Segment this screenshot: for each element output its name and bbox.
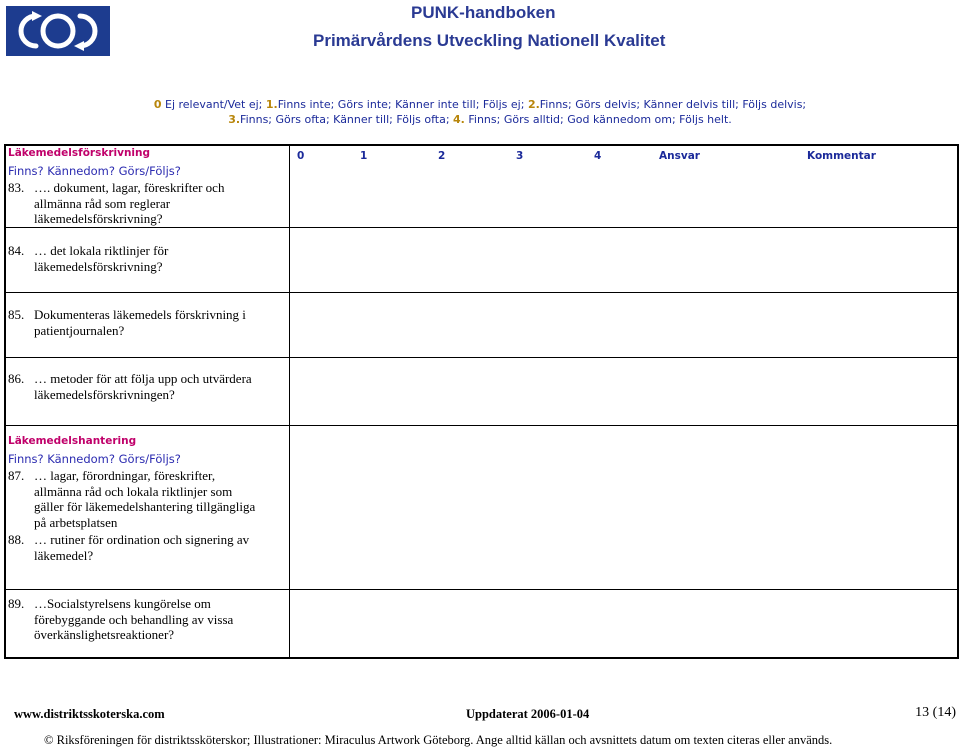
question-text: allmänna råd som reglerar xyxy=(34,195,171,211)
question-text: …. dokument, lagar, föreskrifter och xyxy=(34,180,225,195)
row-divider xyxy=(6,589,957,590)
column-header-3: 3 xyxy=(516,150,524,162)
row-divider xyxy=(6,292,957,293)
question-text: på arbetsplatsen xyxy=(34,514,118,530)
legend-text-1: Finns inte; Görs inte; Känner inte till; Följs ej; xyxy=(277,98,528,111)
rating-legend xyxy=(0,97,960,127)
question-text: förebyggande och behandling av vissa xyxy=(34,611,234,627)
question-text: allmänna råd och lokala riktlinjer som xyxy=(34,483,233,499)
section-heading-hantering: Läkemedelshantering xyxy=(8,435,137,447)
question-number: 87. xyxy=(8,468,25,483)
question-item xyxy=(8,307,246,338)
page-title: PUNK-handboken xyxy=(411,3,556,22)
column-header-0: 0 xyxy=(297,150,305,162)
footer-website-link[interactable]: www.distriktsskoterska.com xyxy=(14,707,165,721)
question-text: … det lokala riktlinjer för xyxy=(34,243,169,258)
question-item xyxy=(8,371,252,402)
legend-key-3: 3. xyxy=(228,113,241,126)
legend-text-0: Ej relevant/Vet ej; xyxy=(161,98,266,111)
punk-logo-icon xyxy=(6,6,110,56)
column-header-ansvar: Ansvar xyxy=(659,150,700,162)
question-text: … rutiner för ordination och signering av xyxy=(34,532,250,547)
question-number: 86. xyxy=(8,371,25,386)
legend-line-2 xyxy=(0,112,960,127)
legend-text-3: Finns; Görs ofta; Känner till; Följs ofta; xyxy=(240,113,454,126)
question-number: 88. xyxy=(8,532,25,547)
column-header-1: 1 xyxy=(360,150,368,162)
page-subtitle: Primärvårdens Utveckling Nationell Kvalitet xyxy=(313,31,666,50)
question-text: läkemedelsförskrivning? xyxy=(34,258,163,274)
question-text: gäller för läkemedelshantering tillgängliga xyxy=(34,499,256,514)
column-header-2: 2 xyxy=(438,150,446,162)
footer-updated: Uppdaterat 2006-01-04 xyxy=(466,707,590,721)
question-number: 89. xyxy=(8,596,25,611)
question-item xyxy=(8,468,255,530)
legend-key-2: 2. xyxy=(527,98,540,111)
question-text: läkemedelsförskrivning? xyxy=(34,211,163,226)
question-item xyxy=(8,180,224,227)
row-divider xyxy=(6,227,957,228)
question-number: 83. xyxy=(8,180,25,195)
question-text: patientjournalen? xyxy=(34,322,125,338)
question-number: 84. xyxy=(8,243,25,258)
legend-text-2: Finns; Görs delvis; Känner delvis till; Följs delvis; xyxy=(539,98,807,111)
question-text: … lagar, förordningar, föreskrifter, xyxy=(34,468,216,483)
section-prompt: Finns? Kännedom? Görs/Följs? xyxy=(8,164,181,178)
page-number: 13 (14) xyxy=(915,705,956,720)
row-divider xyxy=(6,425,957,426)
legend-key-1: 1. xyxy=(265,98,278,111)
question-item xyxy=(8,243,168,274)
legend-line-1 xyxy=(0,97,960,112)
question-text: …Socialstyrelsens kungörelse om xyxy=(34,596,211,611)
legend-key-0: 0 xyxy=(153,98,162,111)
question-number: 85. xyxy=(8,307,25,322)
column-header-4: 4 xyxy=(594,150,602,162)
question-text: överkänslighetsreaktioner? xyxy=(34,627,175,642)
legend-key-4: 4. xyxy=(453,113,465,126)
question-text: läkemedel? xyxy=(34,547,94,563)
question-text: Dokumenteras läkemedels förskrivning i xyxy=(34,307,246,322)
question-item xyxy=(8,596,233,643)
question-text: … metoder för att följa upp och utvärdera xyxy=(34,371,252,386)
section-heading-forskrivning: Läkemedelsförskrivning xyxy=(8,147,151,159)
section-prompt: Finns? Kännedom? Görs/Följs? xyxy=(8,452,181,466)
footer-copyright: © Riksföreningen för distriktssköterskor; Illustrationer: Miraculus Artwork Göteborg. Ange alltid källan och avsnittets datum om texten citeras eller används. xyxy=(44,733,833,747)
column-header-kommentar: Kommentar xyxy=(807,150,876,162)
legend-text-4: Finns; Görs alltid; God kännedom om; Följs helt. xyxy=(464,113,732,126)
column-divider xyxy=(289,146,290,657)
row-divider xyxy=(6,357,957,358)
question-item xyxy=(8,532,249,563)
question-text: läkemedelsförskrivningen? xyxy=(34,386,175,402)
